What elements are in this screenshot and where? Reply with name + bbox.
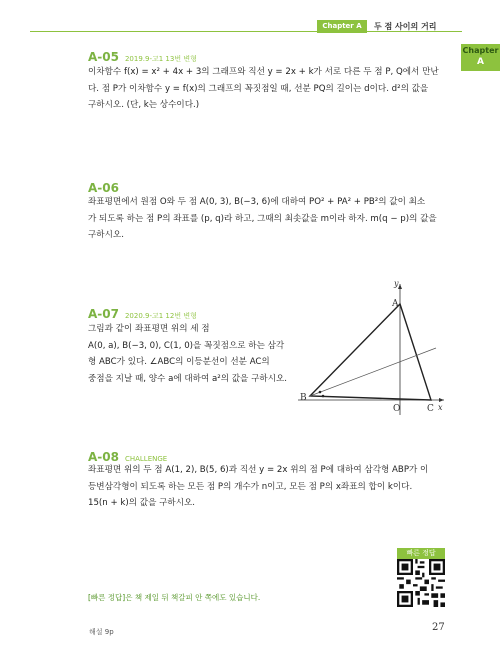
problem-line: A(0, a), B(−3, 0), C(1, 0)을 꼭짓점으로 하는 삼각 xyxy=(88,340,285,351)
problem-line: 중점을 지날 때, 양수 a에 대하여 a²의 값을 구하시오. xyxy=(88,373,288,384)
problem-line: 등변삼각형이 되도록 하는 모든 점 P의 개수가 n이고, 모든 점 P의 x좌표의 합이 k이다. xyxy=(88,481,413,492)
problem-a08-body xyxy=(88,462,468,512)
problem-line: 15(n + k)의 값을 구하시오. xyxy=(88,498,196,508)
label-a: A xyxy=(392,299,399,309)
side-chapter-label: Chapter xyxy=(462,46,499,55)
label-b: B xyxy=(300,393,307,403)
problem-line: 좌표평면 위의 두 점 A(1, 2), B(5, 6)과 직선 y = 2x 위의 점 P에 대하여 삼각형 ABP가 이 xyxy=(88,465,429,475)
label-c: C xyxy=(427,404,434,414)
problem-number: A-07 xyxy=(88,307,119,321)
label-y: y xyxy=(394,280,399,288)
problem-number: A-08 xyxy=(88,450,119,464)
side-chapter-letter: A xyxy=(477,57,484,67)
problem-number: A-05 xyxy=(88,50,119,64)
problem-source: CHALLENGE xyxy=(124,455,168,463)
problem-number: A-06 xyxy=(88,181,119,195)
problem-line: 구하시오. (단, k는 상수이다.) xyxy=(88,100,200,110)
problem-line: 좌표평면에서 원점 O와 두 점 A(0, 3), B(−3, 6)에 대하여 PO² + PA² + PB²의 값이 최소 xyxy=(88,197,426,207)
solution-page-ref: 해설 9p xyxy=(89,628,114,636)
triangle-abc xyxy=(310,304,431,400)
problem-a07-heading xyxy=(88,303,197,322)
problem-a07-body xyxy=(88,321,303,387)
chapter-badge: Chapter A xyxy=(317,20,367,33)
problem-a05-heading xyxy=(88,46,197,65)
problem-source: 2020.9-고1 12번 변형 xyxy=(124,312,197,320)
angle-mark xyxy=(319,391,322,394)
problem-source: 2019.9-고1 13번 변형 xyxy=(124,55,197,63)
y-axis-arrow xyxy=(398,284,402,289)
x-axis-arrow xyxy=(439,398,444,402)
problem-line: 다. 점 P가 이차함수 y = f(x)의 그래프의 꼭짓점일 때, 선분 PQ의 길이는 d이다. d²의 값을 xyxy=(88,83,429,94)
quick-answer-note: [빠른 정답]은 책 제일 뒤 책갈피 안 쪽에도 있습니다. xyxy=(88,593,261,602)
chapter-title: 두 점 사이의 거리 xyxy=(374,22,437,31)
problem-line: 그림과 같이 좌표평면 위의 세 점 xyxy=(88,324,210,334)
triangle-figure xyxy=(298,280,448,420)
page-number: 27 xyxy=(432,622,445,633)
label-x: x xyxy=(438,403,443,412)
problem-line: 이차함수 f(x) = x² + 4x + 3의 그래프와 직선 y = 2x + k가 서로 다른 두 점 P, Q에서 만난 xyxy=(88,67,439,77)
label-o: O xyxy=(393,404,401,414)
problem-a06-body xyxy=(88,194,468,244)
quick-answer-label: 빠른 정답 xyxy=(397,548,445,559)
angle-bisector xyxy=(310,348,436,396)
problem-line: 가 되도록 하는 점 P의 좌표를 (p, q)라 하고, 그때의 최솟값을 m이라 하자. m(q − p)의 값을 xyxy=(88,213,437,224)
problem-a05-body xyxy=(88,64,468,114)
problem-line: 구하시오. xyxy=(88,230,124,240)
qr-code-icon[interactable] xyxy=(397,559,445,607)
angle-mark xyxy=(322,395,325,398)
problem-line: 형 ABC가 있다. ∠ABC의 이등분선이 선분 AC의 xyxy=(88,357,270,367)
